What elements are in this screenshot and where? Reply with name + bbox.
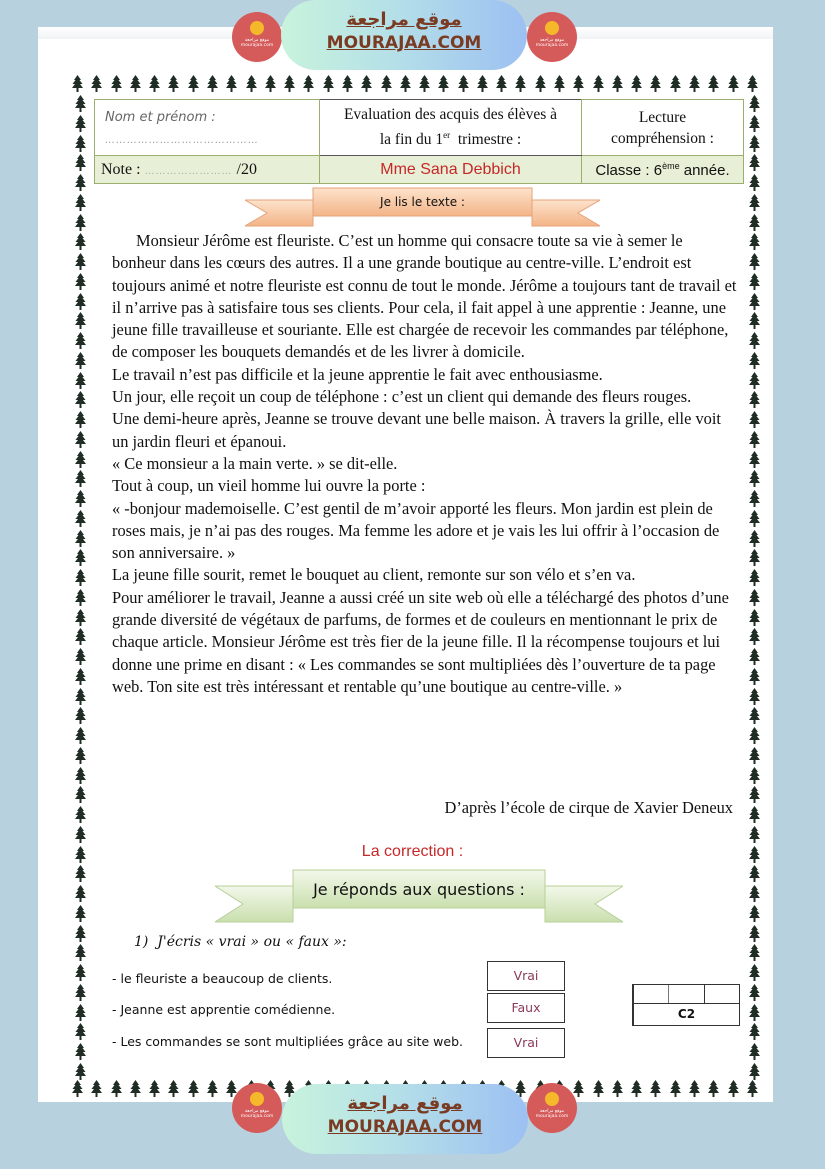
tree-icon: [75, 727, 86, 744]
tree-icon: [749, 352, 760, 369]
tree-icon: [75, 510, 86, 527]
tree-icon: [749, 115, 760, 132]
tree-icon: [207, 75, 218, 92]
watermark-latin: MOURAJAA.COM: [327, 1117, 483, 1137]
question-1-title: 1) J'écris « vrai » ou « faux »:: [134, 934, 347, 950]
tree-icon: [631, 1080, 642, 1097]
tree-icon: [284, 75, 295, 92]
tree-icon: [75, 431, 86, 448]
tree-icon: [188, 75, 199, 92]
tree-icon: [708, 75, 719, 92]
tree-icon: [749, 688, 760, 705]
tree-icon: [75, 332, 86, 349]
score-cells: [634, 985, 739, 1004]
tree-icon: [593, 75, 604, 92]
tree-icon: [535, 75, 546, 92]
tree-icon: [265, 75, 276, 92]
tree-icon: [749, 1063, 760, 1080]
name-dots: ……………………………………: [105, 134, 259, 146]
note-dots: ……………………: [144, 165, 233, 177]
tree-icon: [75, 451, 86, 468]
tree-icon: [749, 174, 760, 191]
tree-icon: [226, 75, 237, 92]
tree-icon: [515, 75, 526, 92]
tree-icon: [75, 174, 86, 191]
tree-icon: [749, 786, 760, 803]
watermark-arabic: موقع مراجعة: [347, 1093, 463, 1114]
passage-paragraph: Pour améliorer le travail, Jeanne a aussi créé un site web où elle a téléchargé des photos d’une grande diversité de végétaux de parfums, de formes et de couleurs en mentionnant le prix de chaque article. Monsieur Jérôme est très fier de la jeune fille. Il la récompense toujours et lui donne une prime en disant : « Les commandes se sont multipliées dès l’ouverture de ta page web. Ton site est très intéressant et rentable qu’une boutique au centre-ville. »: [112, 587, 729, 696]
tree-icon: [130, 75, 141, 92]
score-cell[interactable]: [669, 985, 704, 1003]
passage-paragraph: Le travail n’est pas difficile et la jeune apprentie le fait avec enthousiasme.: [112, 364, 603, 384]
tree-icon: [749, 233, 760, 250]
tree-icon: [75, 707, 86, 724]
note-label: Note :: [101, 160, 141, 178]
tree-icon: [573, 1080, 584, 1097]
tree-icon: [111, 75, 122, 92]
tree-icon: [749, 470, 760, 487]
watermark-banner-bottom[interactable]: [282, 1084, 528, 1154]
tree-icon: [749, 668, 760, 685]
tree-icon: [75, 95, 86, 112]
tree-icon: [670, 1080, 681, 1097]
tree-icon: [75, 589, 86, 606]
tree-icon: [75, 470, 86, 487]
tree-icon: [75, 352, 86, 369]
tree-icon: [554, 75, 565, 92]
tree-icon: [593, 1080, 604, 1097]
tree-icon: [75, 312, 86, 329]
passage-paragraph: Une demi-heure après, Jeanne se trouve devant une belle maison. À travers la grille, elle voit un jardin fleuri et épanoui.: [112, 409, 721, 451]
watermark-latin: MOURAJAA.COM: [326, 33, 482, 53]
tree-icon: [749, 530, 760, 547]
tree-icon: [749, 431, 760, 448]
note-total: /20: [236, 160, 257, 178]
tree-icon: [749, 253, 760, 270]
tree-icon: [749, 135, 760, 152]
tree-icon: [749, 925, 760, 942]
logo-icon: [545, 21, 559, 35]
tree-icon: [303, 75, 314, 92]
tree-icon: [75, 135, 86, 152]
reading-banner: [245, 186, 600, 228]
tree-icon: [168, 1080, 179, 1097]
watermark-badge-left-top: موقع مراجعة mourajaa.com: [232, 12, 282, 62]
tree-icon: [75, 569, 86, 586]
tree-icon: [747, 1080, 758, 1097]
tree-icon: [689, 75, 700, 92]
tree-icon: [749, 806, 760, 823]
subject-title: [582, 100, 744, 156]
tree-icon: [168, 75, 179, 92]
tree-icon: [130, 1080, 141, 1097]
tree-icon: [419, 75, 430, 92]
tree-icon: [728, 1080, 739, 1097]
tree-icon: [749, 490, 760, 507]
tree-icon: [75, 925, 86, 942]
tree-icon: [75, 233, 86, 250]
tree-border-left: [75, 95, 86, 1080]
tree-icon: [246, 75, 257, 92]
tree-icon: [91, 75, 102, 92]
watermark-badge-right-top: موقع مراجعة mourajaa.com: [527, 12, 577, 62]
questions-banner-label: Je réponds aux questions :: [313, 880, 525, 899]
tree-icon: [323, 75, 334, 92]
tree-icon: [438, 75, 449, 92]
tree-icon: [749, 391, 760, 408]
tree-icon: [91, 1080, 102, 1097]
tree-icon: [477, 75, 488, 92]
tree-icon: [573, 75, 584, 92]
tree-icon: [75, 609, 86, 626]
reading-passage: [112, 230, 737, 698]
tree-icon: [75, 194, 86, 211]
tree-icon: [75, 1063, 86, 1080]
tree-icon: [75, 826, 86, 843]
tree-icon: [749, 510, 760, 527]
evaluation-title: [320, 100, 582, 156]
name-field[interactable]: [95, 100, 320, 156]
tree-icon: [75, 1023, 86, 1040]
tree-icon: [188, 1080, 199, 1097]
criterion-score-grid: [632, 984, 740, 1026]
score-cell[interactable]: [634, 985, 669, 1003]
tree-icon: [749, 293, 760, 310]
logo-icon: [250, 21, 264, 35]
tree-icon: [342, 75, 353, 92]
tree-icon: [75, 786, 86, 803]
tree-icon: [75, 688, 86, 705]
watermark-banner-top[interactable]: [281, 0, 527, 70]
tree-icon: [670, 75, 681, 92]
watermark-badge-left-bottom: موقع مراجعة mourajaa.com: [232, 1083, 282, 1133]
header-table: [94, 99, 744, 184]
tree-icon: [749, 1043, 760, 1060]
tree-icon: [207, 1080, 218, 1097]
tree-icon: [747, 75, 758, 92]
tree-icon: [75, 767, 86, 784]
logo-icon: [250, 1092, 264, 1106]
tree-icon: [749, 312, 760, 329]
tree-icon: [749, 885, 760, 902]
tree-icon: [612, 75, 623, 92]
tree-icon: [458, 75, 469, 92]
questions-banner: [215, 868, 623, 924]
passage-source: D’après l’école de cirque de Xavier Deneux: [444, 798, 733, 817]
tree-icon: [75, 391, 86, 408]
evaluation-line-1: Evaluation des acquis des élèves à: [343, 106, 558, 124]
criterion-code: C2: [677, 1007, 696, 1021]
tree-border-top: [72, 75, 758, 92]
question-statement: - le fleuriste a beaucoup de clients.: [112, 971, 333, 986]
tree-icon: [749, 411, 760, 428]
tree-icon: [496, 75, 507, 92]
tree-icon: [749, 154, 760, 171]
tree-icon: [75, 668, 86, 685]
tree-icon: [149, 75, 160, 92]
reading-banner-label: Je lis le texte :: [380, 195, 465, 209]
tree-icon: [75, 628, 86, 645]
subject-line-1: Lecture: [638, 108, 687, 126]
evaluation-line-2: la fin du 1er trimestre :: [379, 130, 522, 149]
tree-icon: [749, 372, 760, 389]
question-statement: - Les commandes se sont multipliées grâce au site web.: [112, 1034, 463, 1049]
tree-icon: [749, 589, 760, 606]
passage-paragraph: Tout à coup, un vieil homme lui ouvre la porte :: [112, 476, 426, 496]
tree-icon: [749, 727, 760, 744]
tree-icon: [689, 1080, 700, 1097]
tree-icon: [149, 1080, 160, 1097]
tree-icon: [75, 253, 86, 270]
passage-paragraph: Monsieur Jérôme est fleuriste. C’est un homme qui consacre toute sa vie à semer le bonheur dans les cœurs des autres. Il a une grande boutique au centre-ville. L’endroit est toujours animé et notre fleuriste est connu de tout le monde. Jérôme a toujours tant de travail et il n’arrive pas à satisfaire tous ses clients. Pour cela, il fait appel à une apprentie : Jeanne, une jeune fille travailleuse et souriante. Elle est chargée de recevoir les commandes par téléphone, de composer les bouquets demandés et de les livrer à domicile.: [112, 231, 737, 362]
teacher-name: Mme Sana Debbich: [320, 156, 582, 184]
tree-icon: [749, 944, 760, 961]
tree-icon: [75, 115, 86, 132]
tree-icon: [749, 451, 760, 468]
tree-icon: [749, 214, 760, 231]
tree-icon: [75, 273, 86, 290]
answer-box[interactable]: Faux: [487, 993, 565, 1023]
tree-icon: [749, 95, 760, 112]
correction-heading: La correction :: [361, 843, 464, 860]
tree-icon: [400, 75, 411, 92]
name-label: Nom et prénom :: [105, 109, 216, 125]
tree-icon: [749, 964, 760, 981]
watermark-badge-right-bottom: موقع مراجعة mourajaa.com: [527, 1083, 577, 1133]
tree-icon: [75, 1004, 86, 1021]
passage-paragraph: « -bonjour mademoiselle. C’est gentil de m’avoir apporté les fleurs. Mon jardin est plein de roses mais, je n’ai pas des rouges. Ma femme les adore et je vais les lui offrir à l’occasion de son anniversaire. »: [112, 498, 720, 563]
tree-icon: [72, 75, 83, 92]
tree-icon: [75, 549, 86, 566]
tree-icon: [361, 75, 372, 92]
subject-line-2: compréhension :: [611, 129, 714, 147]
watermark-arabic: موقع مراجعة: [346, 9, 462, 30]
tree-icon: [75, 885, 86, 902]
tree-icon: [749, 609, 760, 626]
tree-icon: [75, 530, 86, 547]
tree-icon: [75, 214, 86, 231]
tree-icon: [749, 194, 760, 211]
tree-icon: [381, 75, 392, 92]
logo-icon: [545, 1092, 559, 1106]
tree-icon: [749, 1023, 760, 1040]
tree-icon: [650, 75, 661, 92]
tree-icon: [75, 648, 86, 665]
answer-box[interactable]: Vrai: [487, 961, 565, 991]
tree-icon: [749, 905, 760, 922]
tree-icon: [749, 826, 760, 843]
tree-icon: [749, 984, 760, 1001]
tree-icon: [749, 865, 760, 882]
tree-icon: [749, 273, 760, 290]
tree-icon: [75, 293, 86, 310]
tree-border-right: [749, 95, 760, 1080]
tree-icon: [75, 944, 86, 961]
tree-icon: [749, 628, 760, 645]
tree-icon: [75, 490, 86, 507]
tree-icon: [75, 154, 86, 171]
tree-icon: [75, 747, 86, 764]
tree-icon: [749, 1004, 760, 1021]
tree-icon: [111, 1080, 122, 1097]
tree-icon: [650, 1080, 661, 1097]
tree-icon: [749, 767, 760, 784]
tree-icon: [749, 549, 760, 566]
tree-icon: [749, 569, 760, 586]
tree-icon: [749, 747, 760, 764]
tree-icon: [75, 984, 86, 1001]
question-statement: - Jeanne est apprentie comédienne.: [112, 1002, 336, 1017]
passage-paragraph: Un jour, elle reçoit un coup de téléphone : c’est un client qui demande des fleurs rouges.: [112, 387, 692, 407]
tree-icon: [75, 1043, 86, 1060]
tree-icon: [728, 75, 739, 92]
tree-icon: [708, 1080, 719, 1097]
class-level: Classe : 6ème année.: [582, 156, 744, 184]
tree-icon: [612, 1080, 623, 1097]
tree-icon: [72, 1080, 83, 1097]
tree-icon: [631, 75, 642, 92]
passage-paragraph: « Ce monsieur a la main verte. » se dit-elle.: [112, 453, 398, 473]
tree-icon: [749, 332, 760, 349]
passage-paragraph: La jeune fille sourit, remet le bouquet au client, remonte sur son vélo et s’en va.: [112, 565, 636, 585]
tree-icon: [75, 411, 86, 428]
tree-icon: [75, 372, 86, 389]
tree-icon: [75, 806, 86, 823]
tree-icon: [75, 964, 86, 981]
score-cell[interactable]: [705, 985, 739, 1003]
tree-icon: [75, 865, 86, 882]
tree-icon: [75, 905, 86, 922]
answer-box[interactable]: Vrai: [487, 1028, 565, 1058]
tree-icon: [749, 648, 760, 665]
tree-icon: [749, 707, 760, 724]
note-field[interactable]: [95, 156, 320, 184]
